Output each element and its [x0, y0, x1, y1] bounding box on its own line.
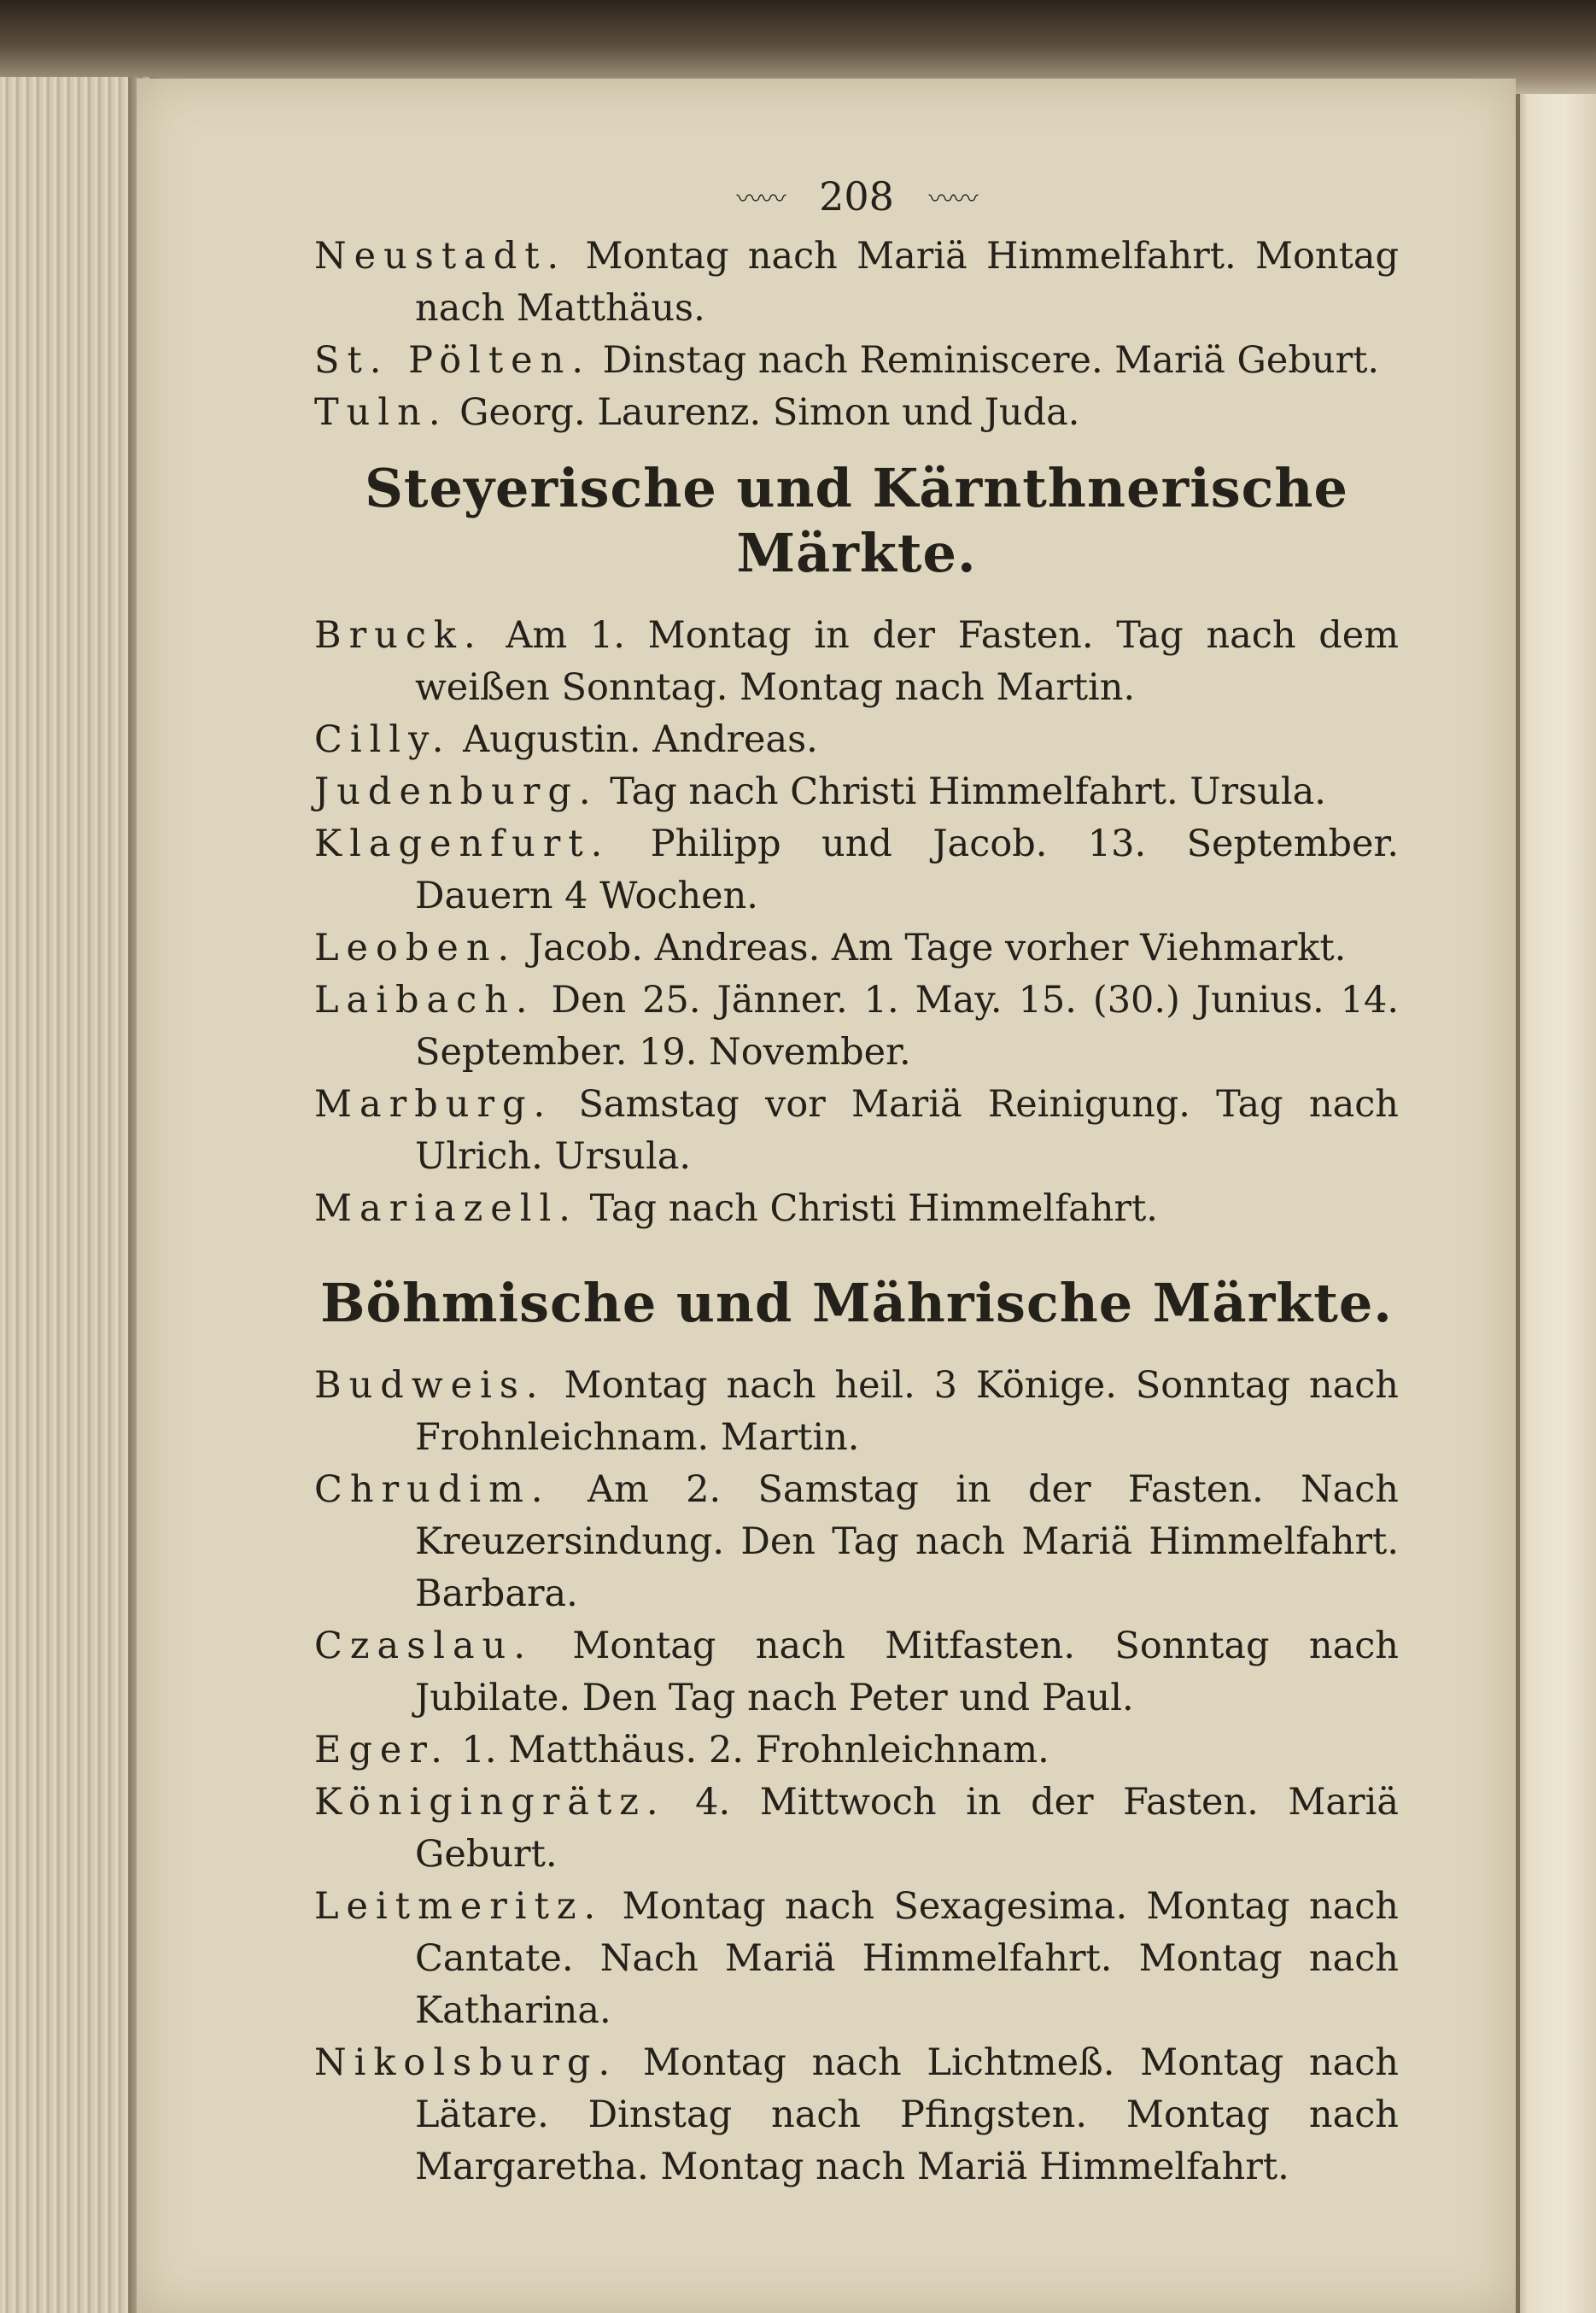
market-dates: Philipp und Jacob. 13. September. Dauern 4 Wochen.: [415, 823, 1399, 917]
market-entry: [314, 1079, 1399, 1183]
market-entry: [314, 922, 1399, 975]
section-heading-bohemia: Böhmische und Mährische Märkte.: [320, 1272, 1393, 1334]
market-dates: 1. Matthäus. 2. Frohnleichnam.: [461, 1729, 1049, 1771]
market-dates: Georg. Laurenz. Simon und Juda.: [459, 391, 1080, 434]
page-content: [314, 162, 1399, 2193]
market-dates: Dinstag nach Reminiscere. Mariä Geburt.: [602, 339, 1380, 382]
market-entry: [314, 387, 1399, 439]
market-dates: Am 2. Samstag in der Fasten. Nach Kreuzersindung. Den Tag nach Mariä Himmelfahrt. Barbara.: [415, 1468, 1399, 1615]
market-entry: [314, 2037, 1399, 2193]
market-dates: Den 25. Jänner. 1. May. 15. (30.) Junius. 14. September. 19. November.: [415, 979, 1400, 1074]
market-entry: [314, 766, 1399, 818]
market-entry: [314, 1360, 1399, 1464]
market-entry: [314, 231, 1399, 335]
market-dates: Samstag vor Mariä Reinigung. Tag nach Ulrich. Ursula.: [415, 1083, 1400, 1178]
market-dates: 4. Mittwoch in der Fasten. Mariä Geburt.: [415, 1781, 1399, 1876]
market-dates: Am 1. Montag in der Fasten. Tag nach dem weißen Sonntag. Montag nach Martin.: [415, 614, 1400, 709]
market-dates: Montag nach Mariä Himmelfahrt. Montag nach Matthäus.: [415, 235, 1400, 330]
market-entry: [314, 1620, 1399, 1725]
market-dates: Montag nach Lichtmeß. Montag nach Lätare. Dinstag nach Pfingsten. Montag nach Margaretha. Montag nach Mariä Himmelfahrt.: [415, 2041, 1399, 2188]
place-name: Judenburg.: [314, 770, 599, 813]
section-austria: [314, 231, 1399, 439]
page-header: [314, 162, 1399, 231]
market-dates: Montag nach Mitfasten. Sonntag nach Jubilate. Den Tag nach Peter und Paul.: [415, 1625, 1399, 1719]
place-name: Neustadt.: [314, 235, 567, 278]
market-dates: Montag nach heil. 3 Könige. Sonntag nach Frohnleichnam. Martin.: [415, 1364, 1400, 1459]
place-name: Cilly.: [314, 718, 452, 761]
place-name: Leoben.: [314, 927, 517, 969]
market-dates: Augustin. Andreas.: [463, 718, 818, 761]
place-name: Bruck.: [314, 614, 483, 657]
page-edges: [0, 77, 149, 2313]
place-name: Leitmeritz.: [314, 1885, 604, 1928]
ornament-left: 〰〰: [736, 184, 785, 214]
place-name: Budweis.: [314, 1364, 546, 1407]
market-dates: Montag nach Sexagesima. Montag nach Cantate. Nach Mariä Himmelfahrt. Montag nach Katharina.: [415, 1885, 1400, 2032]
section-bohemia: [314, 1360, 1399, 2193]
page-number: 208: [819, 173, 894, 220]
place-name: Tuln.: [314, 391, 448, 434]
place-name: Eger.: [314, 1729, 450, 1771]
place-name: St. Pölten.: [314, 339, 591, 382]
market-entry: [314, 335, 1399, 387]
market-entry: [314, 1183, 1399, 1235]
place-name: Mariazell.: [314, 1187, 578, 1230]
ornament-right: 〰〰: [928, 184, 977, 214]
market-entry: [314, 1464, 1399, 1620]
place-name: Laibach.: [314, 979, 535, 1022]
place-name: Czaslau.: [314, 1625, 534, 1667]
place-name: Nikolsburg.: [314, 2041, 618, 2084]
market-entry: [314, 818, 1399, 922]
section-styria: [314, 610, 1399, 1235]
market-dates: Jacob. Andreas. Am Tage vorher Viehmarkt.: [528, 927, 1347, 969]
market-entry: [314, 1725, 1399, 1777]
section-heading-styria: Steyerische und Kärnthnerische Märkte.: [365, 457, 1348, 584]
market-entry: [314, 610, 1399, 714]
market-entry: [314, 1881, 1399, 2037]
market-entry: [314, 975, 1399, 1079]
market-dates: Tag nach Christi Himmelfahrt.: [589, 1187, 1158, 1230]
place-name: Klagenfurt.: [314, 823, 611, 865]
place-name: Königingrätz.: [314, 1781, 666, 1824]
place-name: Chrudim.: [314, 1468, 551, 1511]
market-entry: [314, 714, 1399, 766]
place-name: Marburg.: [314, 1083, 553, 1126]
market-entry: [314, 1777, 1399, 1881]
facing-page-edge: [1516, 94, 1596, 2313]
market-dates: Tag nach Christi Himmelfahrt. Ursula.: [610, 770, 1326, 813]
